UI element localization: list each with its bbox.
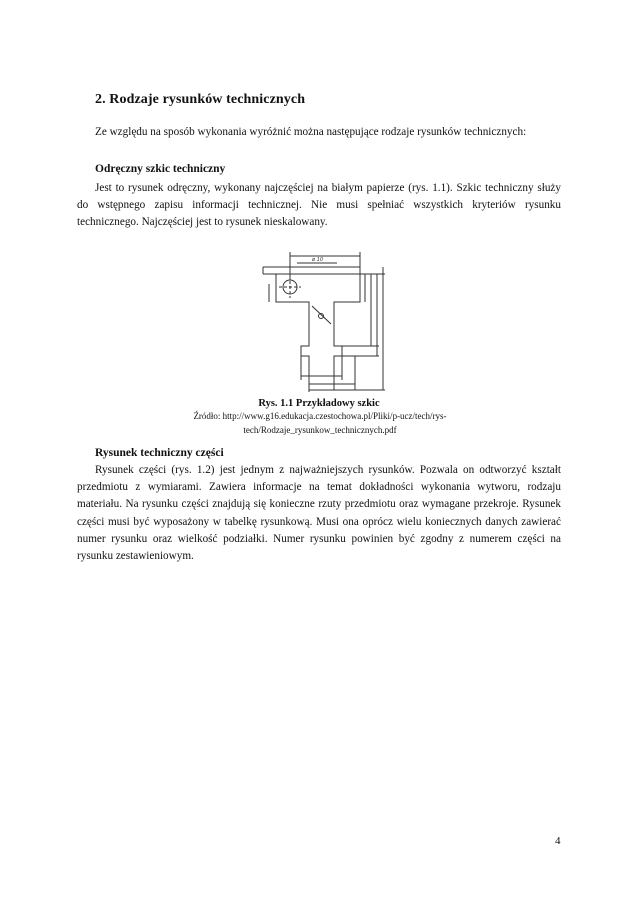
intro-paragraph: Ze względu na sposób wykonania wyróżnić można następujące rodzaje rysunków technicznych:	[95, 126, 527, 138]
sketch-drawing	[257, 244, 397, 394]
sketch-figure	[257, 244, 397, 394]
sketch-subheading: Odręczny szkic techniczny	[95, 163, 226, 175]
sketch-paragraph: Jest to rysunek odręczny, wykonany najczęściej na białym papierze (rys. 1.1). Szkic techniczny służy do wstępnego zapisu informacji technicznej. Nie musi spełniać wszystkich kryteriów rysunku technicznego. Najczęściej jest to rysunek nieskalowany.	[77, 182, 561, 229]
figure-caption: Rys. 1.1 Przykładowy szkic	[258, 398, 380, 409]
diameter-label: ø 10	[312, 257, 324, 263]
part-paragraph: Rysunek części (rys. 1.2) jest jednym z najważniejszych rysunków. Pozwala on odtworzyć kształt przedmiotu z wymiarami. Zawiera informacje na temat dokładności wykonania wytworu, rodzaju materiału. Na rysunku części znajdują się konieczne rzuty przedmiotu oraz wymagane przekroje. Rysunek części musi być wyposażony w tabelkę rysunkową. Musi ona oprócz wielu koniecznych danych zawierać numer rysunku oraz wielkość podziałki. Numer rysunku powinien być zgodny z numerem części na rysunku zestawieniowym.	[77, 464, 561, 563]
section-heading: 2. Rodzaje rysunków technicznych	[95, 92, 306, 107]
part-outline	[276, 274, 360, 390]
figure-source: Źródło: http://www.g16.edukacja.czestochowa.pl/Pliki/p-ucz/tech/rys-tech/Rodzaje_rysunkow_technicznych.pdf	[193, 411, 447, 435]
part-subheading: Rysunek techniczny części	[95, 447, 224, 459]
page-number: 4	[555, 835, 561, 847]
